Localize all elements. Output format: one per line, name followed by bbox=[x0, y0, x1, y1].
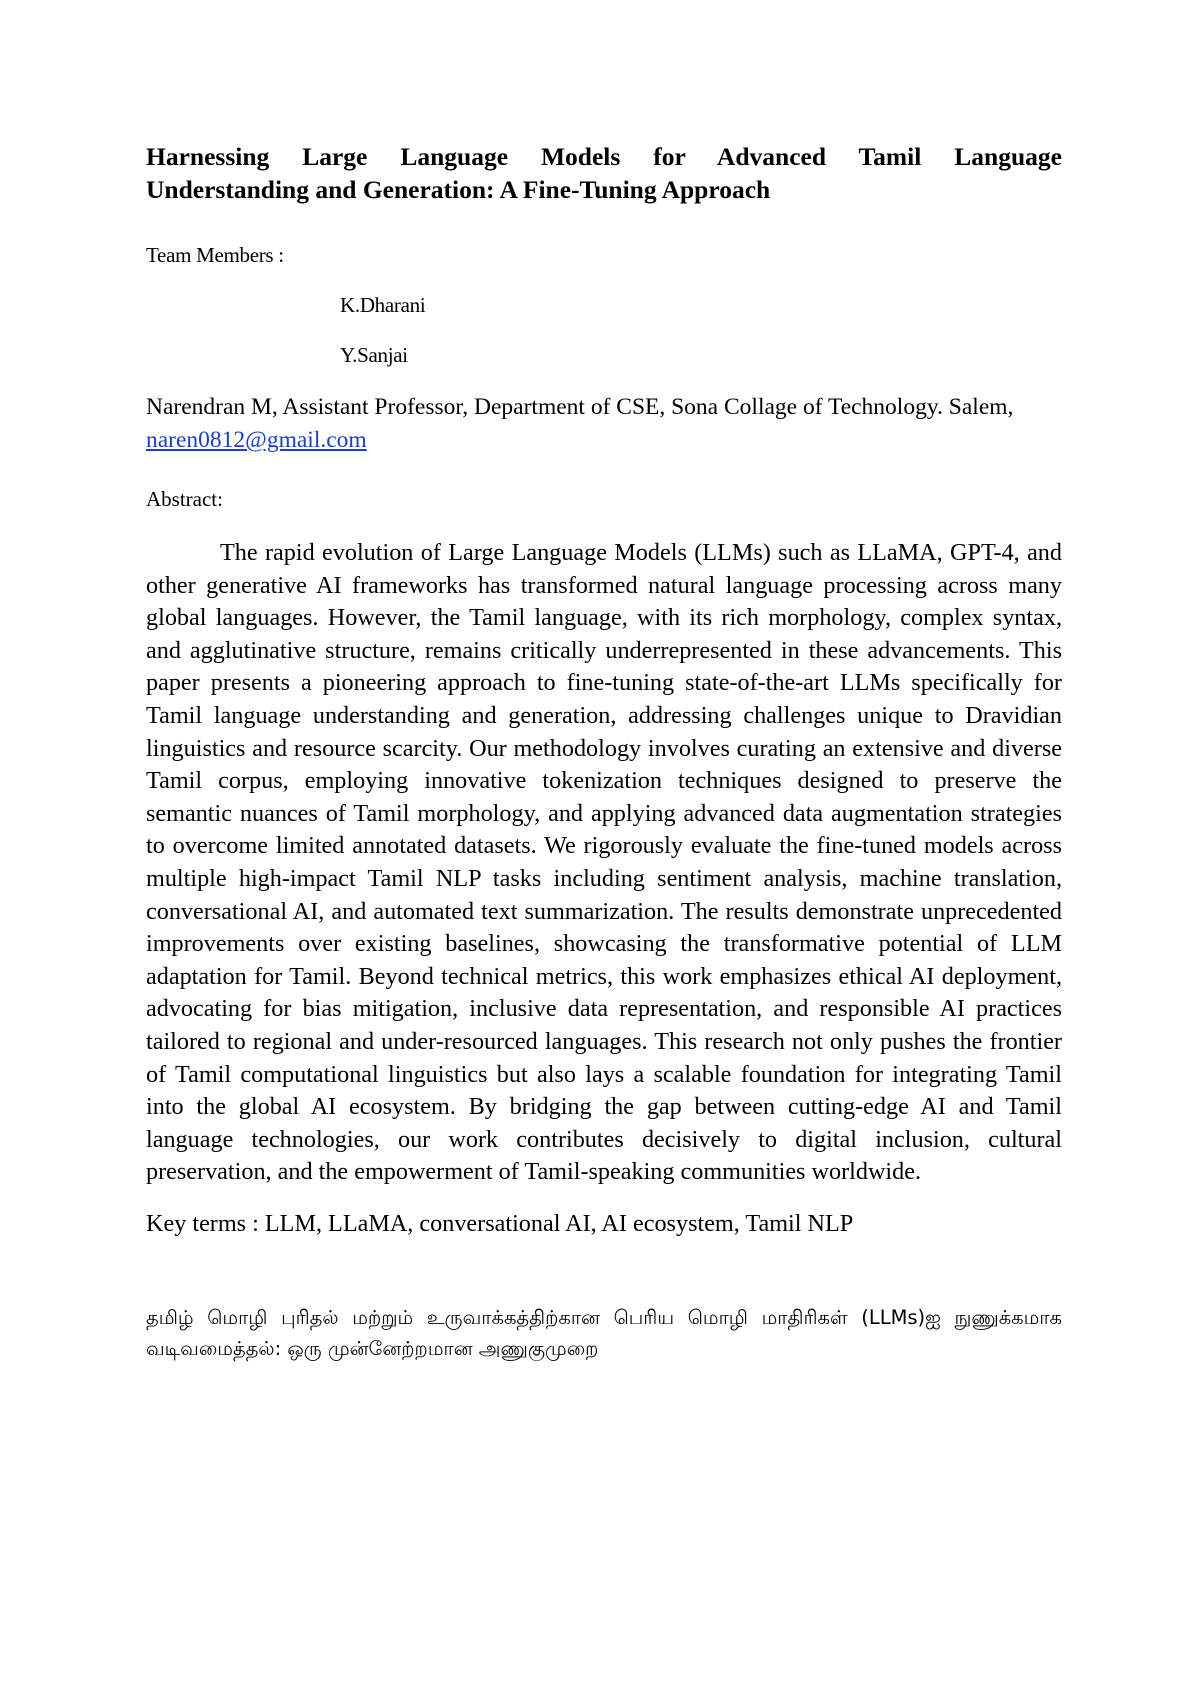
team-member-1: K.Dharani bbox=[340, 293, 426, 317]
affiliation-text: Narendran M, Assistant Professor, Department of CSE, Sona Collage of Technology. Salem, bbox=[146, 394, 1014, 420]
paper-page bbox=[146, 140, 1062, 1364]
key-terms: Key terms : LLM, LLaMA, conversational AI, AI ecosystem, Tamil NLP bbox=[146, 1209, 854, 1237]
team-member-2: Y.Sanjai bbox=[340, 343, 408, 367]
tamil-title: தமிழ் மொழி புரிதல் மற்றும் உருவாக்கத்திற்கான பெரிய மொழி மாதிரிகள் (LLMs)ஐ நுணுக்கமாக வடிவமைத்தல்: ஒரு முன்னேற்றமான அணுகுமுறை bbox=[146, 1305, 1062, 1360]
abstract-body: The rapid evolution of Large Language Models (LLMs) such as LLaMA, GPT-4, and other generative AI frameworks has transformed natural language processing across many global languages. However, the Tamil language, with its rich morphology, complex syntax, and agglutinative structure, remains critically underrepresented in these advancements. This paper presents a pioneering approach to fine-tuning state-of-the-art LLMs specifically for Tamil language understanding and generation, addressing challenges unique to Dravidian linguistics and resource scarcity. Our methodology involves curating an extensive and diverse Tamil corpus, employing innovative tokenization techniques designed to preserve the semantic nuances of Tamil morphology, and applying advanced data augmentation strategies to overcome limited annotated datasets. We rigorously evaluate the fine-tuned models across multiple high-impact Tamil NLP tasks including sentiment analysis, machine translation, conversational AI, and automated text summarization. The results demonstrate unprecedented improvements over existing baselines, showcasing the transformative potential of LLM adaptation for Tamil. Beyond technical metrics, this work emphasizes ethical AI deployment, advocating for bias mitigation, inclusive data representation, and responsible AI practices tailored to regional and under-resourced languages. This research not only pushes the frontier of Tamil computational linguistics but also lays a scalable foundation for integrating Tamil into the global AI ecosystem. By bridging the gap between cutting-edge AI and Tamil language technologies, our work contributes decisively to digital inclusion, cultural preservation, and the empowerment of Tamil-speaking communities worldwide. bbox=[146, 539, 1062, 1186]
title-line-1: Harnessing Large Language Models for Advanced Tamil Language bbox=[146, 142, 1062, 171]
paper-title bbox=[146, 140, 1062, 206]
team-members-label: Team Members : bbox=[146, 243, 284, 267]
affiliation bbox=[146, 391, 1062, 457]
title-line-2: Understanding and Generation: A Fine-Tuning Approach bbox=[146, 175, 771, 204]
email-link[interactable]: naren0812@gmail.com bbox=[146, 427, 367, 453]
abstract-label: Abstract: bbox=[146, 487, 223, 511]
